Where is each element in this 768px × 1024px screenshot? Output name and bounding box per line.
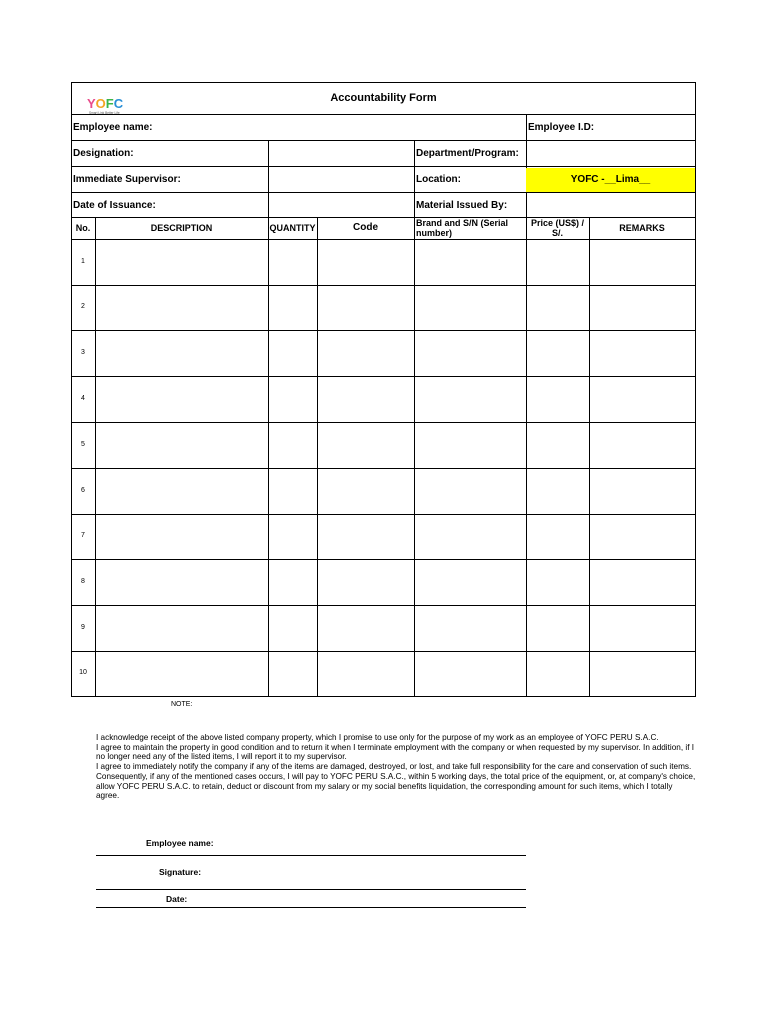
border-line	[268, 217, 269, 697]
svg-text:YOFC: YOFC	[87, 96, 124, 111]
signature-date-label: Date:	[166, 894, 188, 904]
date-issuance-label: Date of Issuance:	[73, 200, 156, 211]
border-line	[71, 166, 696, 167]
border-line	[71, 82, 696, 83]
column-header-quantity: QUANTITY	[269, 223, 316, 233]
acknowledgement-paragraph: I agree to maintain the property in good condition and to return it when I terminate employment with the company or when requested by my supervisor. In addition, if I no longer need any of the listed items, I will report it to my supervisor.	[96, 742, 695, 762]
row-number: 10	[79, 669, 87, 676]
employee-id-label: Employee I.D:	[528, 122, 595, 133]
row-number: 9	[81, 624, 85, 631]
border-line	[71, 114, 696, 115]
row-number: 6	[81, 487, 85, 494]
border-line	[71, 605, 696, 606]
signature-employee-name-label: Employee name:	[146, 838, 214, 848]
border-line	[268, 140, 269, 217]
note-label: NOTE:	[171, 701, 193, 708]
border-line	[414, 217, 415, 697]
column-header-remarks: REMARKS	[619, 223, 665, 233]
border-line	[71, 239, 696, 240]
employee-name-label: Employee name:	[73, 122, 153, 133]
border-line	[71, 376, 696, 377]
accountability-form-table	[71, 82, 696, 697]
border-line	[71, 651, 696, 652]
column-header-no: No.	[75, 223, 91, 233]
border-line	[71, 217, 696, 218]
location-label: Location:	[416, 174, 461, 185]
border-line	[589, 217, 590, 697]
material-issued-label: Material Issued By:	[416, 200, 508, 211]
acknowledgement-paragraph: I acknowledge receipt of the above listed company property, which I promise to use only for the purpose of my work as an employee of YOFC PERU S.A.C.	[96, 733, 659, 742]
department-label: Department/Program:	[416, 148, 519, 159]
row-number: 3	[81, 349, 85, 356]
border-line	[71, 140, 696, 141]
column-header-price: Price (US$) / S/.	[530, 218, 585, 238]
border-line	[526, 217, 527, 697]
signature-label: Signature:	[159, 867, 202, 877]
signature-line	[96, 889, 526, 890]
row-number: 2	[81, 303, 85, 310]
border-line	[414, 140, 415, 217]
logo-tagline: Smart Link Better Life	[89, 111, 120, 115]
border-line	[71, 514, 696, 515]
row-number: 7	[81, 532, 85, 539]
row-number: 8	[81, 578, 85, 585]
form-title: Accountability Form	[330, 92, 437, 104]
acknowledgement-paragraph: I agree to immediately notify the company if any of the items are damaged, destroyed, or lost, and take full responsibility for the care and conservation of such items. Consequently, if any of the mentioned cases occurs, I will pay to YOFC PERU S.A.C., within 5 working days, the total price of the equipment, or, at company's choice, allow YOFC PERU S.A.C. to retain, deduct or discount from my salary or my social benefits liquidation, the corresponding amount for such items, which I totally agree.	[96, 762, 696, 801]
column-header-code: Code	[353, 222, 378, 233]
border-line	[317, 217, 318, 697]
border-line	[71, 285, 696, 286]
column-header-brand: Brand and S/N (Serial number)	[416, 218, 509, 238]
border-line	[71, 696, 696, 697]
signature-line	[96, 907, 526, 908]
location-value: YOFC -__Lima__	[570, 174, 651, 185]
row-number: 4	[81, 395, 85, 402]
border-line	[71, 330, 696, 331]
row-number: 1	[81, 258, 85, 265]
signature-line	[96, 855, 526, 856]
row-number: 5	[81, 441, 85, 448]
border-line	[71, 82, 72, 697]
border-line	[71, 422, 696, 423]
border-line	[71, 468, 696, 469]
border-line	[695, 82, 696, 697]
acknowledgement-text	[96, 733, 696, 801]
border-line	[71, 559, 696, 560]
border-line	[71, 192, 696, 193]
designation-label: Designation:	[73, 148, 134, 159]
supervisor-label: Immediate Supervisor:	[73, 174, 181, 185]
border-line	[526, 114, 527, 140]
border-line	[95, 217, 96, 697]
column-header-description: DESCRIPTION	[150, 223, 213, 233]
